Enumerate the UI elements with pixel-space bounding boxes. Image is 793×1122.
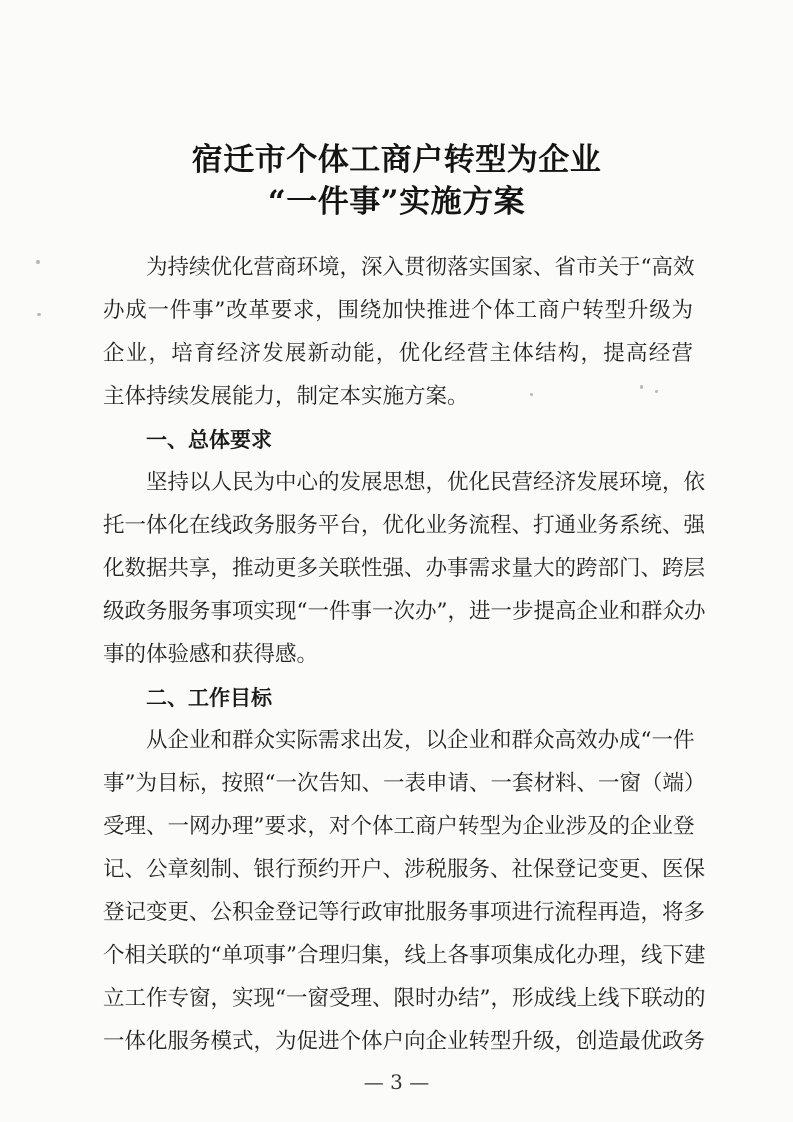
section-2-heading: 二、工作目标: [146, 686, 272, 710]
section-2-line-7: 立工作专窗，实现“一窗受理、限时办结”，形成线上线下联动的: [103, 986, 706, 1011]
section-2-line-3: 受理、一网办理”要求，对个体工商户转型为企业涉及的企业登: [103, 814, 695, 839]
section-1-line-2: 托一体化在线政务服务平台，优化业务流程、打通业务系统、强: [103, 513, 706, 538]
intro-line-3: 企业，培育经济发展新动能，优化经营主体结构，提高经营: [103, 341, 693, 366]
section-2-line-5: 登记变更、公积金登记等行政审批服务事项进行流程再造，将多: [103, 900, 706, 925]
section-1-line-3: 化数据共享，推动更多关联性强、办事需求量大的跨部门、跨层: [103, 556, 706, 581]
scan-speck: [530, 393, 533, 396]
document-title-line-1: 宿迁市个体工商户转型为企业: [191, 142, 602, 178]
intro-line-1: 为持续优化营商环境，深入贯彻落实国家、省市关于“高效: [146, 255, 695, 280]
scan-speck: [640, 385, 643, 389]
section-2-line-6: 个相关联的“单项事”合理归集，线上各事项集成化办理，线下建: [103, 943, 706, 968]
scan-speck: [36, 260, 40, 264]
section-1-heading: 一、总体要求: [146, 428, 272, 452]
section-2-line-8: 一体化服务模式，为促进个体户向企业转型升级，创造最优政务: [103, 1029, 706, 1054]
section-2-line-2: 事”为目标，按照“一次告知、一表申请、一套材料、一窗（端）: [103, 771, 706, 796]
intro-line-2: 办成一件事”改革要求，围绕加快推进个体工商户转型升级为: [103, 298, 693, 323]
section-1-line-4: 级政务服务事项实现“一件事一次办”，进一步提高企业和群众办: [103, 599, 706, 624]
intro-line-4: 主体持续发展能力，制定本实施方案。: [103, 384, 469, 409]
section-1-line-5: 事的体验感和获得感。: [103, 642, 319, 667]
scan-speck: [37, 313, 41, 316]
scan-speck: [655, 390, 658, 393]
page-number: — 3 —: [363, 1070, 430, 1094]
section-1-line-1: 坚持以人民为中心的发展思想，优化民营经济发展环境，依: [146, 470, 706, 495]
section-2-line-4: 记、公章刻制、银行预约开户、涉税服务、社保登记变更、医保: [103, 857, 706, 882]
document-title-line-2: “一件事”实施方案: [267, 184, 526, 220]
section-2-line-1: 从企业和群众实际需求出发，以企业和群众高效办成“一件: [146, 728, 695, 753]
